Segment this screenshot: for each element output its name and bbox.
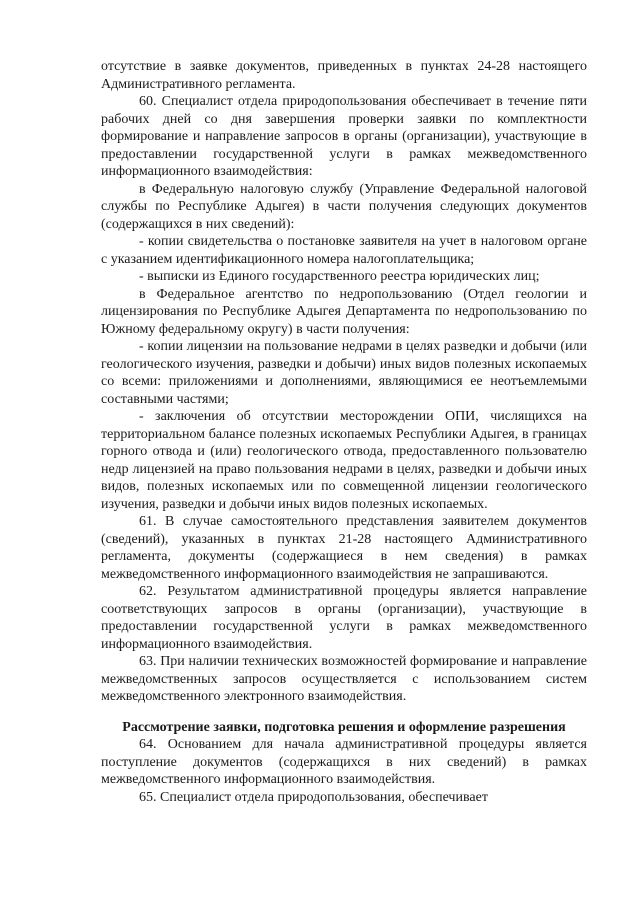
paragraph: в Федеральное агентство по недропользованию (Отдел геологии и лицензирования по Республике Адыгея Департамента по недропользованию по Южному федеральному округу) в части получения: [101,286,587,337]
document-page [101,58,587,806]
paragraph: отсутствие в заявке документов, приведенных в пунктах 24-28 настоящего Административного регламента. [101,59,587,92]
list-item: - заключения об отсутствии месторождении ОПИ, числящихся на территориальном балансе полезных ископаемых Республики Адыгея, в границах горного отвода и (или) геологического отвода, предоставленного пользователю недр лицензией на право пользования недрами в целях, разведки и добычи иных видов, полезных ископаемых или по совмещенной лицензии геологического изучения, разведки и добычи иных видов полезных ископаемых. [101,409,587,512]
paragraph-64: 64. Основанием для начала административной процедуры является поступление документов (содержащихся в них сведений) в рамках межведомственного информационного взаимодействия. [101,737,587,787]
paragraph-62: 62. Результатом административной процедуры является направление соответствующих запросов в органы (организации), участвующие в предоставлении государственной услуги в рамках межведомственного информационного взаимодействия. [101,584,587,652]
paragraph-61: 61. В случае самостоятельного представления заявителем документов (сведений), указанных в пунктах 21-28 настоящего Административного регламента, документы (содержащиеся в нем сведения) в рамках межведомственного информационного взаимодействия не запрашиваются. [101,514,587,582]
paragraph: в Федеральную налоговую службу (Управление Федеральной налоговой службы по Республике Адыгея) в части получения следующих документов (содержащихся в них сведений): [101,181,587,232]
list-item: - копии свидетельства о постановке заявителя на учет в налоговом органе с указанием идентификационного номера налогоплательщика; [101,234,587,267]
paragraph-60: 60. Специалист отдела природопользования обеспечивает в течение пяти рабочих дней со дня завершения проверки заявки по комплектности формирование и направление запросов в органы (организации), участвующие в предоставлении государственной услуги в рамках межведомственного информационного взаимодействия: [101,94,587,179]
paragraph-63: 63. При наличии технических возможностей формирование и направление межведомственных запросов осуществляется с использованием систем межведомственного электронного взаимодействия. [101,654,587,704]
section-heading: Рассмотрение заявки, подготовка решения и оформление разрешения [122,719,566,735]
list-item: - копии лицензии на пользование недрами в целях разведки и добычи (или геологического изучения, разведки и добычи) иных видов полезных ископаемых со всеми: приложениями и дополнениями, являющимися ее неотъемлемыми составными частями; [101,339,587,407]
paragraph-65: 65. Специалист отдела природопользования, обеспечивает [139,789,488,805]
list-item: - выписки из Единого государственного реестра юридических лиц; [139,269,540,284]
